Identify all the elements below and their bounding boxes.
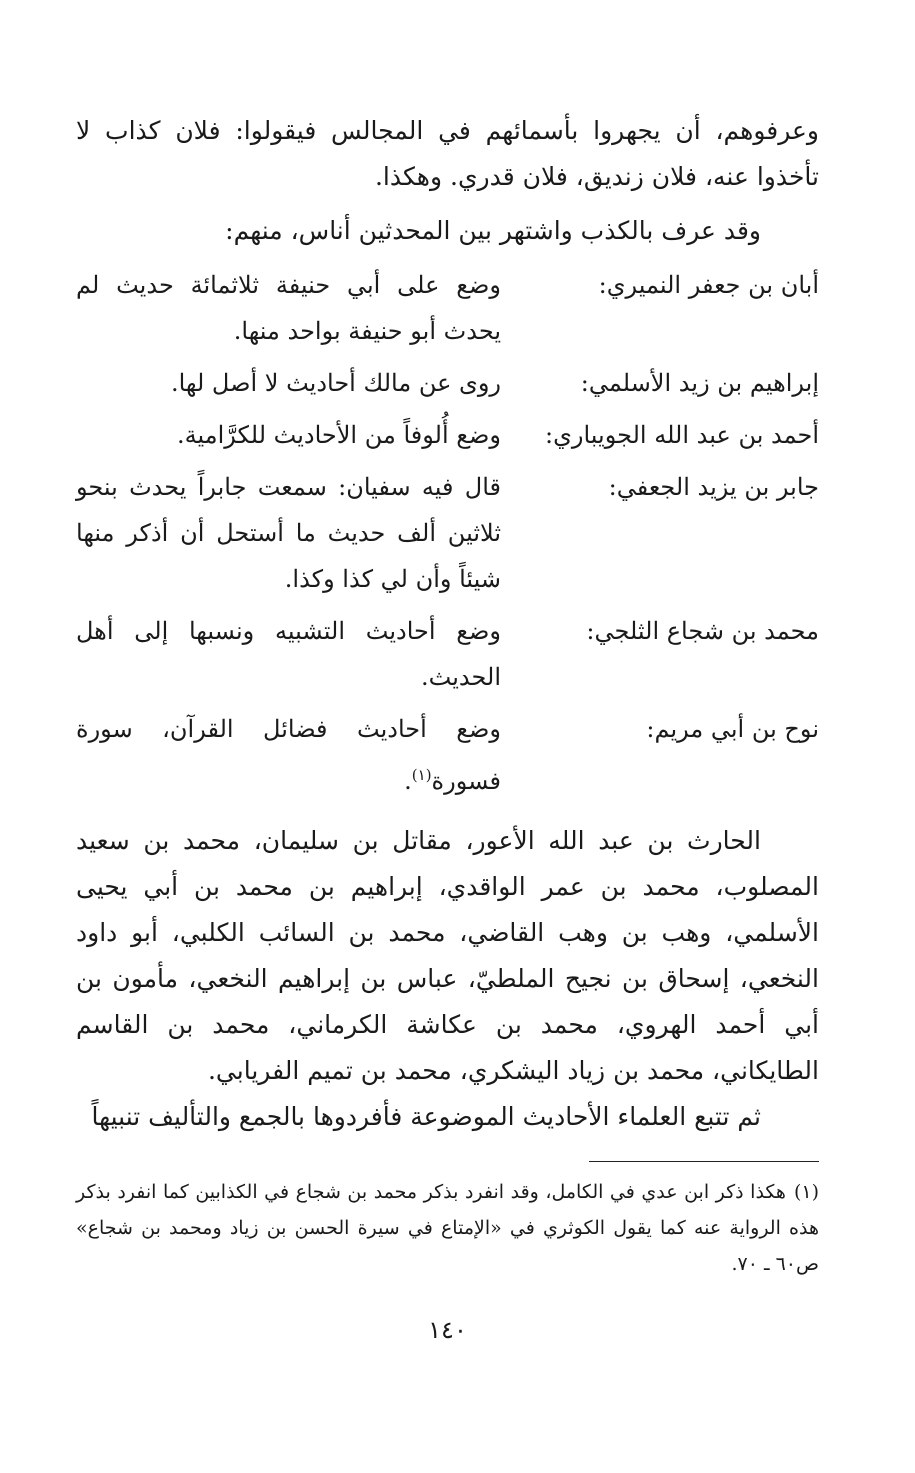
list-item [76, 412, 819, 458]
page-number: ١٤٠ [428, 1316, 467, 1344]
narrator-description [76, 706, 501, 804]
footnote [76, 1174, 819, 1282]
narrator-name: أبان بن جعفر النميري: [598, 271, 819, 299]
list-item [76, 706, 819, 804]
footnote-number: (١) [793, 1181, 819, 1203]
narrator-name: إبراهيم بن زيد الأسلمي: [580, 369, 819, 397]
narrator-description: قال فيه سفيان: سمعت جابراً يحدث بنحو ثلاثين ألف حديث ما أستحل أن أذكر منها شيئاً وأن لي كذا وكذا. [76, 473, 501, 593]
narrator-description: روى عن مالك أحاديث لا أصل لها. [170, 369, 501, 397]
narrator-name: نوح بن أبي مريم: [646, 715, 819, 743]
intro-line: وقد عرف بالكذب واشتهر بين المحدثين أناس، منهم: [225, 216, 761, 245]
list-item [76, 360, 819, 406]
narrator-description: وضع على أبي حنيفة ثلاثمائة حديث لم يحدث أبو حنيفة بواحد منها. [76, 271, 501, 345]
paragraph-top: وعرفوهم، أن يجهروا بأسمائهم في المجالس فيقولوا: فلان كذاب لا تأخذوا عنه، فلان زنديق، فلان قدري. وهكذا. [76, 116, 819, 191]
names-paragraph: الحارث بن عبد الله الأعور، مقاتل بن سليمان، محمد بن سعيد المصلوب، محمد بن عمر الواقدي، إبراهيم بن محمد بن أبي يحيى الأسلمي، وهب بن وهب القاضي، محمد بن السائب الكلبي، أبو داود النخعي، إسحاق بن نجيح الملطيّ، عباس بن إبراهيم النخعي، مأمون بن أبي أحمد الهروي، محمد بن عكاشة الكرماني، محمد بن القاسم الطايكاني، محمد بن زياد اليشكري، محمد بن تميم الفريابي. [76, 826, 819, 1085]
list-item [76, 464, 819, 602]
narrator-name: جابر بن يزيد الجعفي: [608, 473, 819, 501]
sentence-end: . [404, 767, 412, 795]
narrator-description: وضع أُلوفاً من الأحاديث للكرَّامية. [177, 421, 501, 449]
footnote-reference[interactable]: (١) [411, 766, 432, 784]
closing-line: ثم تتبع العلماء الأحاديث الموضوعة فأفردوها بالجمع والتأليف تنبيهاً [91, 1102, 761, 1131]
narrator-description-text: وضع أحاديث فضائل القرآن، سورة فسورة [76, 715, 501, 795]
book-page [76, 108, 819, 1473]
footnote-divider [589, 1161, 819, 1162]
footnote-text: هكذا ذكر ابن عدي في الكامل، وقد انفرد بذكر محمد بن شجاع في الكذابين كما انفرد بذكر هذه الرواية عنه كما يقول الكوثري في «الإمتاع في سيرة الحسن بن زياد ومحمد بن شجاع» ص٦٠ ـ ٧٠. [76, 1181, 819, 1275]
narrator-description: وضع أحاديث التشبيه ونسبها إلى أهل الحديث. [76, 617, 501, 691]
narrator-name: أحمد بن عبد الله الجويباري: [545, 421, 819, 449]
liars-list [76, 262, 819, 804]
list-item [76, 608, 819, 700]
list-item [76, 262, 819, 354]
narrator-name: محمد بن شجاع الثلجي: [586, 617, 819, 645]
